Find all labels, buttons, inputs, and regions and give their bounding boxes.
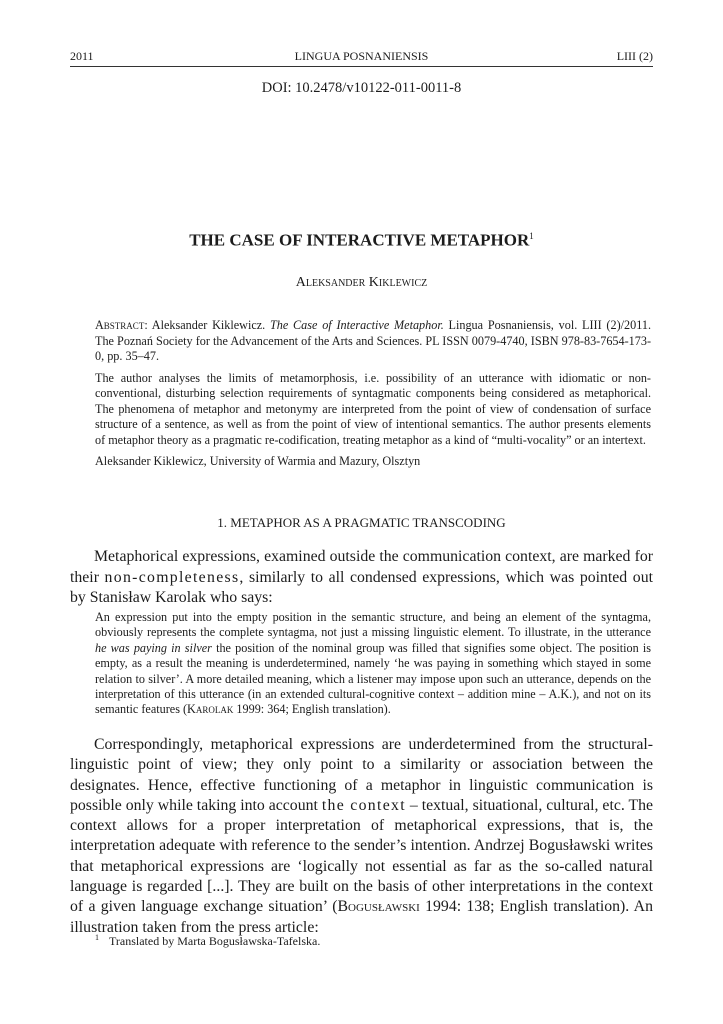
abstract-body: The author analyses the limits of metamorphosis, i.e. possibility of an utterance with idiomatic or non-conventional, disturbing selection requirements of syntagmatic components being considered as metaphorical. The phenomena of metaphor and metonymy are interpreted from the point of view of condensation of surface structure of a sentence, as well as from the point of view of intentional semantics. The author presents elements of metaphor theory as a pragmatic re-codification, treating metaphor as a kind of “multi-vocality” or an intertext. <box>95 370 651 447</box>
quote-example: he was paying in silver <box>95 640 212 655</box>
quote-reference-name: Karolak <box>187 702 234 717</box>
para2-text-middle: – textual, situational, cultural, etc. The context allows for a proper interpretation of metaphorical expressions, that is, the interpretation adequate with reference to the sender’s intention. Andrzej Bogusławski writes that metaphorical expressions are ‘logically not essential as far as the so-called natural language is regarded [...]. They are built on the basis of other interpretations in the context of a given language exchange situation’ ( <box>70 796 654 916</box>
footnote-text: Translated by Marta Bogusławska-Tafelska. <box>109 934 321 948</box>
section-heading: 1. METAPHOR AS A PRAGMATIC TRANSCODING <box>217 515 506 530</box>
header-volume: LIII (2) <box>616 49 653 63</box>
author-affiliation: Aleksander Kiklewicz, University of Warmia and Mazury, Olsztyn <box>95 454 421 468</box>
article-author: Aleksander Kiklewicz <box>295 275 428 290</box>
abstract-label: Abstract <box>95 318 145 332</box>
block-quote <box>95 610 651 718</box>
header-rule <box>70 66 653 67</box>
abstract-citation-details: Lingua Posnaniensis, vol. LIII (2)/2011. The Poznań Society for the Advancement of the Arts and Sciences. PL ISSN 0079-4740, ISBN 978-83-7654-173-0, pp. 35–47. <box>95 318 651 363</box>
quote-text-end: 1999: 364; English translation). <box>233 702 391 717</box>
body-paragraph-1 <box>70 547 653 609</box>
para1-text-start: Metaphorical expressions, examined outside the communication context, are marked for their <box>70 548 653 586</box>
header-journal-name: LINGUA POSNANIENSIS <box>294 49 429 63</box>
abstract-citation-author: : Aleksander Kiklewicz. <box>144 318 270 332</box>
para2-reference-name: Bogusławski <box>337 898 420 916</box>
para2-text-start: Correspondingly, metaphorical expressions are underdetermined from the structural-linguistic point of view; they only point to a similarity or association between the designates. Hence, effective functioning of a metaphor in linguistic communication is possible only while taking into account <box>70 736 653 814</box>
quote-text-middle: the position of the nominal group was filled that signifies some object. The position is empty, as a result the meaning is underdetermined, namely ‘he was paying in something which stayed in some relation to silver’. A more detailed meaning, which a listener may impose upon such an utterance, depends on the interpretation of this utterance (in an extended cultural-cognitive context – addition mine – A.K.), and not on its semantic features ( <box>95 640 651 717</box>
doi-line: DOI: 10.2478/v10122-011-0011-8 <box>261 80 462 96</box>
quote-text-start: An expression put into the empty position in the semantic structure, and being an element of the syntagma, obviously represents the complete syntagma, not just a missing linguistic element. To illustrate, in the utterance <box>95 610 651 640</box>
para1-spaced-term: non-completeness <box>104 568 240 586</box>
footnote-mark: 1 <box>95 933 99 942</box>
header-year: 2011 <box>70 49 94 63</box>
article-title-text: THE CASE OF INTERACTIVE METAPHOR <box>189 230 530 250</box>
article-title <box>70 226 653 251</box>
abstract-citation-title: The Case of Interactive Metaphor. <box>269 318 444 332</box>
body-paragraph-2 <box>70 735 653 938</box>
para1-text-end: , similarly to all condensed expressions, which was pointed out by Stanisław Karolak who says: <box>70 568 653 606</box>
abstract <box>95 318 651 476</box>
running-header <box>70 49 653 63</box>
footnote <box>95 930 651 949</box>
title-footnote-mark: 1 <box>529 231 534 241</box>
abstract-citation <box>95 318 651 365</box>
para2-spaced-term: the context <box>321 796 406 814</box>
para2-text-end: 1994: 138; English translation). An illustration taken from the press article: <box>70 898 653 936</box>
